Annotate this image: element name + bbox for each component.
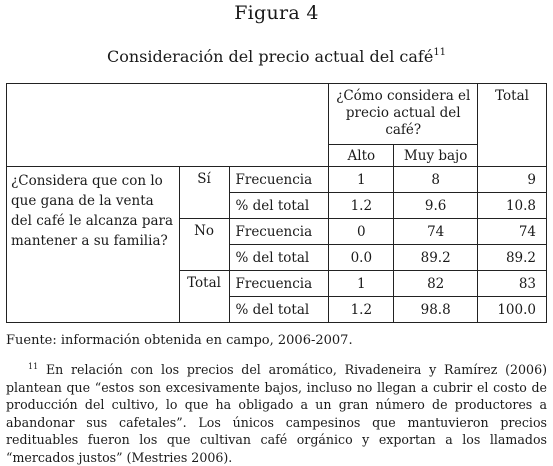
figure-title-text: Consideración del precio actual del café (106, 47, 434, 66)
figure-title (0, 47, 553, 66)
metric-label: Frecuencia (229, 271, 329, 297)
row-question: ¿Considera que con lo que gana de la venta del café le alcanza para mantener a su familia? (7, 167, 180, 323)
cell-total: 100.0 (478, 297, 547, 323)
group-label-total: Total (179, 271, 229, 323)
metric-label: % del total (229, 193, 329, 219)
group-label-no: No (179, 219, 229, 271)
cell-muybajo: 89.2 (394, 245, 478, 271)
col-total-header: Total (478, 84, 547, 167)
cell-total: 83 (478, 271, 547, 297)
cell-muybajo: 8 (394, 167, 478, 193)
cell-muybajo: 9.6 (394, 193, 478, 219)
cell-alto: 1.2 (329, 193, 394, 219)
footnote-text: En relación con los precios del aromático, Rivadeneira y Ramírez (2006) plantean que “estos son excesivamente bajos, incluso no llegan a cubrir el costo de producción del cultivo, lo que ha obligado a un gran número de productores a abandonar sus cafetales”. Los únicos campesinos que mantuvieron precios redituables fueron los que cultivan café orgánico y exportan a los llamados “mercados justos” (Mestries 2006). (6, 362, 547, 465)
metric-label: Frecuencia (229, 167, 329, 193)
col-question-header: ¿Cómo considera el precio actual del café? (329, 84, 478, 145)
footnote-number: 11 (28, 362, 39, 371)
metric-label: % del total (229, 245, 329, 271)
cell-alto: 1 (329, 271, 394, 297)
group-label-si: Sí (179, 167, 229, 219)
footnote-ref: 11 (433, 47, 447, 58)
col-alto-header: Alto (329, 145, 394, 167)
cell-alto: 1 (329, 167, 394, 193)
metric-label: Frecuencia (229, 219, 329, 245)
footnote (6, 358, 547, 466)
cell-muybajo: 98.8 (394, 297, 478, 323)
cell-total: 89.2 (478, 245, 547, 271)
cell-total: 74 (478, 219, 547, 245)
header-empty-cell (7, 84, 329, 145)
header-row (7, 84, 547, 145)
cell-muybajo: 82 (394, 271, 478, 297)
metric-label: % del total (229, 297, 329, 323)
cell-alto: 0.0 (329, 245, 394, 271)
cell-total: 9 (478, 167, 547, 193)
cell-alto: 1.2 (329, 297, 394, 323)
subheader-row (7, 145, 547, 167)
cell-alto: 0 (329, 219, 394, 245)
table-row (7, 167, 547, 193)
cell-muybajo: 74 (394, 219, 478, 245)
subheader-empty-cell (7, 145, 329, 167)
source-note: Fuente: información obtenida en campo, 2006-2007. (6, 333, 353, 348)
col-muybajo-header: Muy bajo (394, 145, 478, 167)
cell-total: 10.8 (478, 193, 547, 219)
figure-label: Figura 4 (234, 2, 319, 24)
data-table (6, 83, 547, 323)
